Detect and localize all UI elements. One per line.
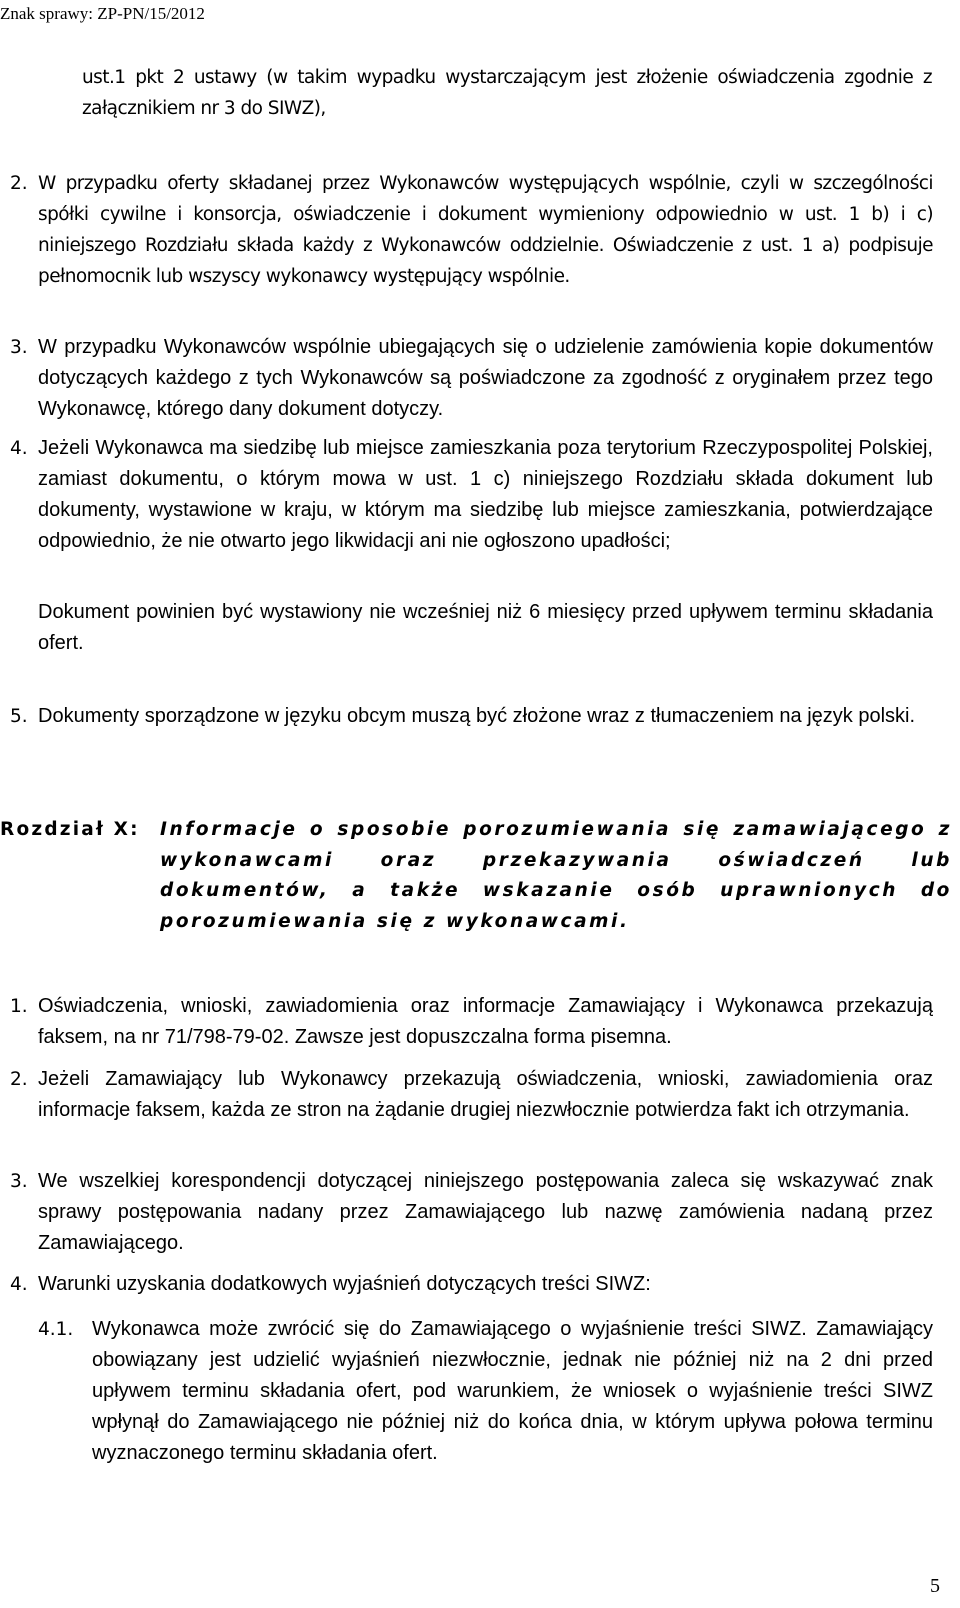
item-number: 1. xyxy=(10,996,28,1017)
item-number: 2. xyxy=(10,1069,28,1090)
item-note: Dokument powinien być wystawiony nie wcześniej niż 6 miesięcy przed upływem terminu składania ofert. xyxy=(38,601,933,654)
item-text: W przypadku oferty składanej przez Wykonawców występujących wspólnie, czyli w szczególności spółki cywilne i konsorcja, oświadczenie i dokument wymieniony odpowiednio w ust. 1 b) i c) niniejszego Rozdziału składa każdy z Wykonawców oddzielnie. Oświadczenie z ust. 1 a) podpisuje pełnomocnik lub wszyscy wykonawcy występujący wspólnie. xyxy=(38,173,933,287)
case-mark: Znak sprawy: ZP-PN/15/2012 xyxy=(0,4,205,23)
chapter-title: Informacje o sposobie porozumiewania się zamawiającego z wykonawcami oraz przekazywania oświadczeń lub dokumentów, a także wskazanie osób uprawnionych do porozumiewania się z wykonawcami. xyxy=(160,819,952,932)
item-number: 3. xyxy=(10,337,28,358)
item-number: 4. xyxy=(10,438,28,459)
item-number: 4. xyxy=(10,1274,28,1295)
subitem-text: Wykonawca może zwrócić się do Zamawiającego o wyjaśnienie treści SIWZ. Zamawiający obowiązany jest udzielić wyjaśnień niezwłocznie, jednak nie później niż na 2 dni przed upływem terminu składania ofert, pod warunkiem, że wniosek o wyjaśnienie treści SIWZ wpłynął do Zamawiającego nie później niż do końca dnia, w którym upływa połowa terminu wyznaczonego terminu składania ofert. xyxy=(92,1318,933,1464)
item-number: 2. xyxy=(10,173,28,194)
item-text: We wszelkiej korespondencji dotyczącej niniejszego postępowania zaleca się wskazywać znak sprawy postępowania nadany przez Zamawiającego lub nazwę zamówienia nadaną przez Zamawiającego. xyxy=(38,1170,933,1254)
item-text: Oświadczenia, wnioski, zawiadomienia oraz informacje Zamawiający i Wykonawca przekazują faksem, na nr 71/798-79-02. Zawsze jest dopuszczalna forma pisemna. xyxy=(38,995,933,1048)
item-number: 3. xyxy=(10,1171,28,1192)
item-text: Warunki uzyskania dodatkowych wyjaśnień dotyczących treści SIWZ: xyxy=(38,1273,651,1295)
intro-paragraph: ust.1 pkt 2 ustawy (w takim wypadku wystarczającym jest złożenie oświadczenia zgodnie z załącznikiem nr 3 do SIWZ), xyxy=(82,67,932,119)
item-text: Jeżeli Zamawiający lub Wykonawcy przekazują oświadczenia, wnioski, zawiadomienia oraz informacje faksem, każda ze stron na żądanie drugiej niezwłocznie potwierdza fakt ich otrzymania. xyxy=(38,1068,933,1121)
item-text: Jeżeli Wykonawca ma siedzibę lub miejsce zamieszkania poza terytorium Rzeczypospolitej Polskiej, zamiast dokumentu, o którym mowa w ust. 1 c) niniejszego Rozdziału składa dokument lub dokumenty, wystawione w kraju, w którym ma siedzibę lub miejsce zamieszkania, potwierdzające odpowiednio, że nie otwarto jego likwidacji ani nie ogłoszono upadłości; xyxy=(38,437,933,552)
item-number: 5. xyxy=(10,706,28,727)
page-number: 5 xyxy=(930,1575,940,1597)
item-text: W przypadku Wykonawców wspólnie ubiegających się o udzielenie zamówienia kopie dokumentów dotyczących każdego z tych Wykonawców są poświadczone za zgodność z oryginałem przez tego Wykonawcę, którego dany dokument dotyczy. xyxy=(38,336,933,420)
item-text: Dokumenty sporządzone w języku obcym muszą być złożone wraz z tłumaczeniem na język polski. xyxy=(38,705,916,727)
subitem-number: 4.1. xyxy=(38,1319,74,1340)
chapter-label: Rozdział X: xyxy=(0,819,140,840)
